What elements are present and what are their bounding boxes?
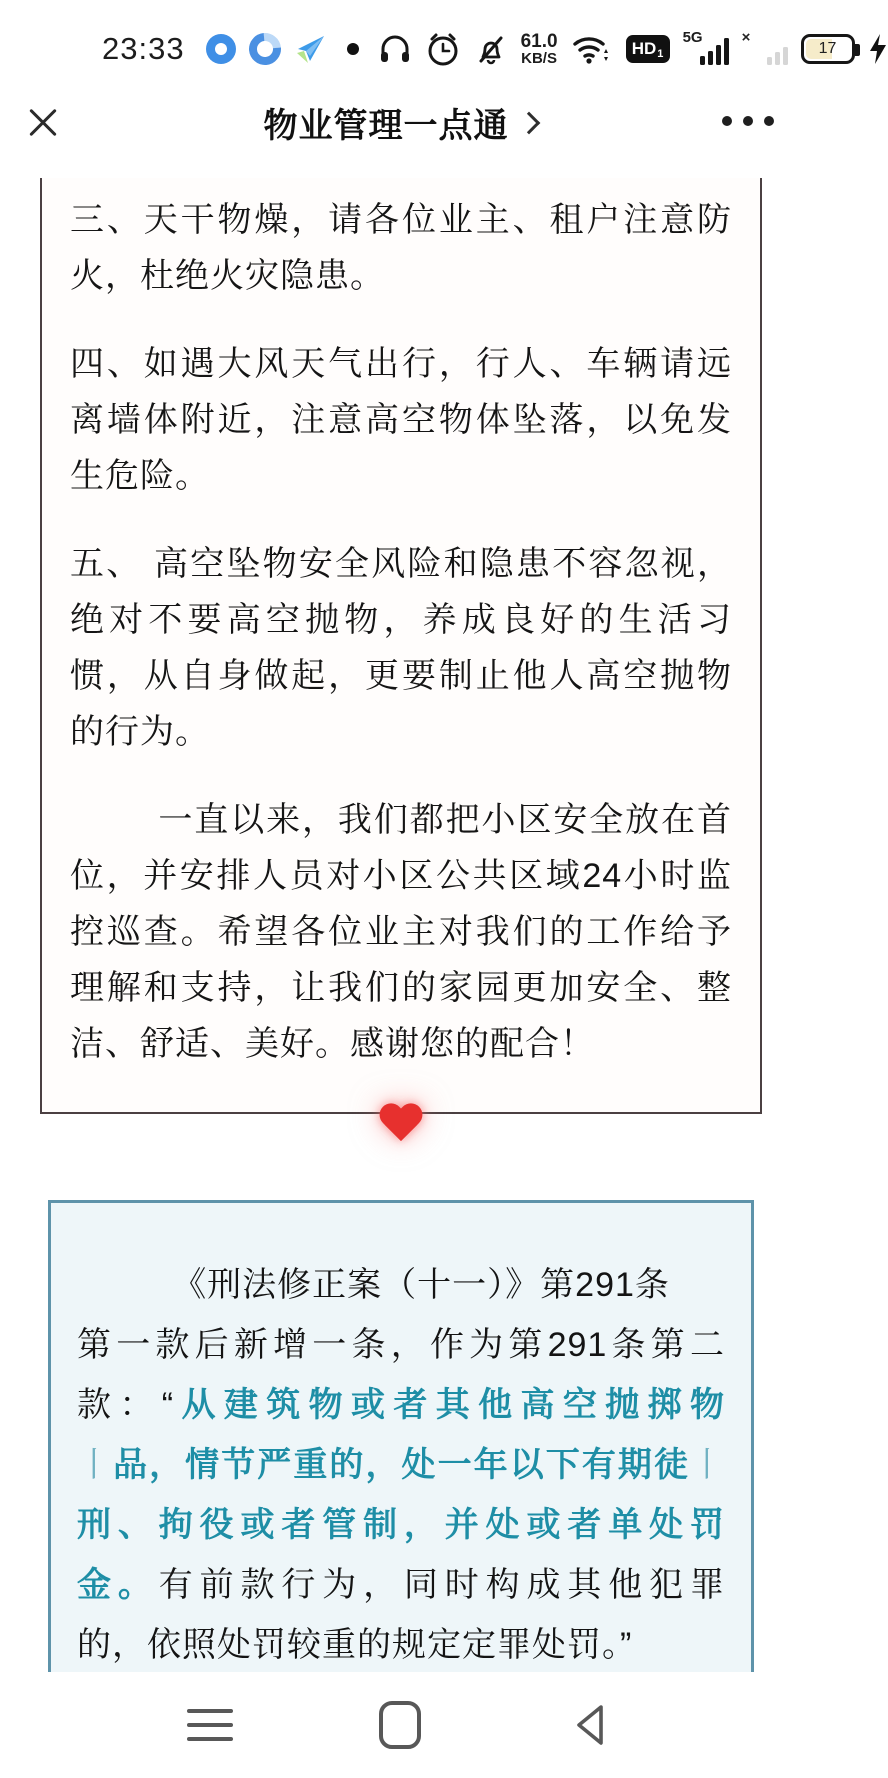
network-speed-value: 61.0 bbox=[520, 30, 558, 52]
notice-paragraph: 五、 高空坠物安全风险和隐患不容忽视，绝对不要高空抛物，养成良好的生活习惯，从自身做起，更要制止他人高空抛物的行为。 bbox=[70, 545, 732, 751]
back-triangle-icon bbox=[570, 1701, 614, 1749]
clock-time: 23:33 bbox=[102, 31, 185, 66]
sync-app-icon bbox=[242, 26, 287, 71]
law-line: 的，依照处罚较重的规定定罪处罚。” bbox=[77, 1626, 633, 1664]
charging-bolt-icon bbox=[868, 33, 888, 65]
law-line: 款：“从建筑物或者其他高空抛掷物 bbox=[77, 1386, 726, 1424]
network-speed-indicator bbox=[521, 32, 558, 67]
network-speed-unit: KB/S bbox=[521, 50, 557, 68]
home-button[interactable] bbox=[368, 1672, 432, 1778]
sim2-status-mark: × bbox=[741, 29, 751, 46]
article-scroll-area[interactable] bbox=[0, 160, 800, 1672]
law-line: 金。有前款行为，同时构成其他犯罪 bbox=[77, 1566, 725, 1604]
android-nav-bar bbox=[0, 1672, 800, 1778]
alarm-clock-icon bbox=[425, 31, 461, 67]
sim1-signal-icon bbox=[683, 31, 729, 67]
hd-voice-badge: HD 1 bbox=[626, 35, 670, 63]
recents-menu-button[interactable] bbox=[178, 1672, 242, 1778]
wifi-icon bbox=[571, 31, 613, 67]
notification-dot-icon bbox=[347, 43, 359, 55]
law-line: 第一款后新增一条，作为第291条第二 bbox=[77, 1326, 725, 1364]
status-bar bbox=[0, 0, 837, 84]
law-line: 刑、拘役或者管制，并处或者单处罚 bbox=[77, 1506, 725, 1544]
more-menu-icon[interactable] bbox=[722, 116, 774, 126]
titlebar bbox=[0, 84, 800, 160]
notice-paragraph: 三、天干物燥，请各位业主、租户注意防火，杜绝火灾隐患。 bbox=[70, 201, 732, 295]
account-title-link[interactable] bbox=[0, 84, 800, 160]
sim2-no-signal-icon bbox=[742, 31, 788, 67]
heart-icon bbox=[70, 1104, 732, 1146]
notice-paragraph: 四、如遇大风天气出行，行人、车辆请远离墙体附近，注意高空物体坠落，以免发生危险。 bbox=[70, 345, 732, 495]
paper-plane-icon bbox=[294, 33, 328, 65]
bell-muted-icon bbox=[474, 32, 508, 66]
law-line: 丨品，情节严重的，处一年以下有期徒丨 bbox=[77, 1446, 726, 1484]
battery-indicator bbox=[801, 34, 855, 64]
battery-percent: 17 bbox=[818, 40, 837, 57]
home-icon bbox=[379, 1701, 421, 1749]
menu-icon bbox=[187, 1709, 233, 1741]
sim1-network-type: 5G bbox=[682, 29, 703, 46]
notice-box bbox=[40, 178, 762, 1114]
headphones-icon bbox=[378, 32, 412, 66]
page-title: 物业管理一点通 bbox=[263, 106, 509, 145]
notice-paragraph: 一直以来，我们都把小区安全放在首位，并安排人员对小区公共区域24小时监控巡查。希望各位业主对我们的工作给予理解和支持，让我们的家园更加安全、整洁、舒适、美好。感谢您的配合！ bbox=[70, 801, 732, 1063]
back-button[interactable] bbox=[560, 1672, 624, 1778]
chevron-right-icon bbox=[517, 112, 540, 135]
law-line: 《刑法修正案（十一）》第291条 bbox=[172, 1266, 670, 1304]
law-quote-box bbox=[48, 1200, 754, 1740]
app-notification-icon bbox=[206, 34, 236, 64]
